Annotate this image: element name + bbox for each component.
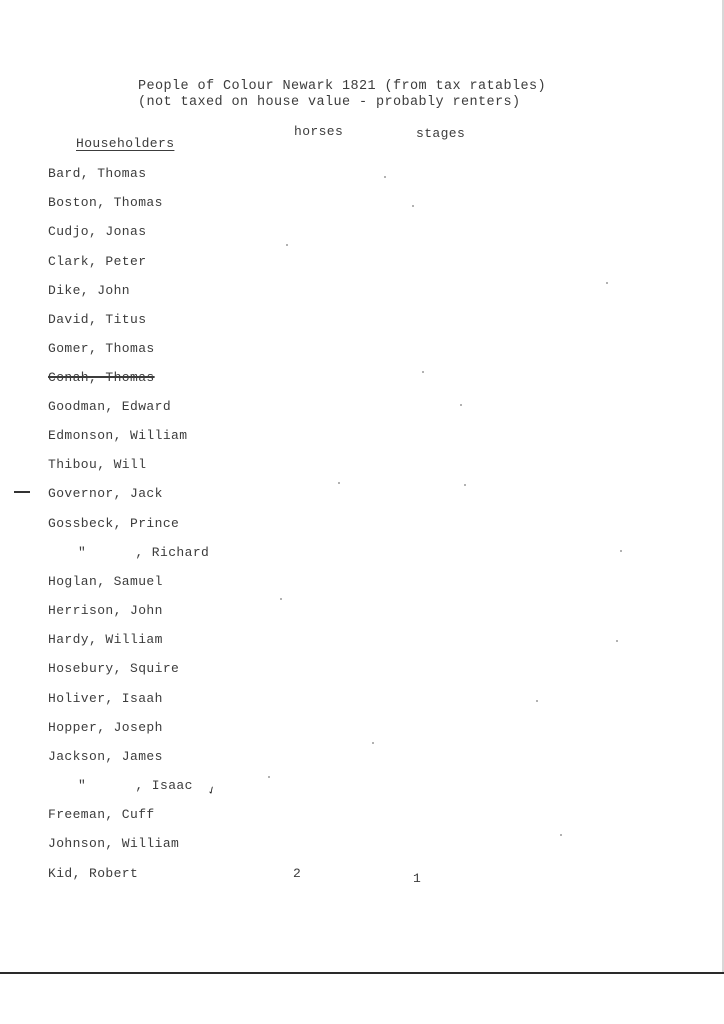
horses-count-kid-robert: 2 (293, 866, 302, 881)
title-line-1: People of Colour Newark 1821 (from tax ratables) (138, 79, 547, 94)
paper-speck (384, 176, 386, 178)
householder-row-19: Holiver, Isaah (48, 691, 163, 706)
householder-row-1: Bard, Thomas (48, 166, 147, 181)
householder-row-7: Gomer, Thomas (48, 341, 155, 356)
householder-row-22: " , Isaac (78, 778, 193, 793)
paper-speck (606, 282, 608, 284)
paper-speck (286, 244, 288, 246)
column-header-stages: stages (416, 126, 466, 141)
stages-count-kid-robert: 1 (413, 871, 422, 886)
householder-row-16: Herrison, John (48, 603, 163, 618)
title-line-2: (not taxed on house value - probably renters) (138, 95, 521, 110)
page-bottom-edge (0, 972, 724, 974)
paper-speck (338, 482, 340, 484)
paper-speck (280, 598, 282, 600)
householder-row-23: Freeman, Cuff (48, 807, 155, 822)
householder-row-10: Edmonson, William (48, 428, 188, 443)
householder-row-8-struck: Conah, Thomas (48, 370, 155, 385)
paper-speck (560, 834, 562, 836)
paper-speck (372, 742, 374, 744)
householder-row-15: Hoglan, Samuel (48, 574, 163, 589)
householder-row-3: Cudjo, Jonas (48, 224, 147, 239)
householder-row-4: Clark, Peter (48, 254, 147, 269)
householder-row-5: Dike, John (48, 283, 131, 298)
householder-row-13: Gossbeck, Prince (48, 516, 180, 531)
householder-row-25: Kid, Robert (48, 866, 139, 881)
householder-row-11: Thibou, Will (48, 457, 147, 472)
paper-speck (536, 700, 538, 702)
householder-row-20: Hopper, Joseph (48, 720, 163, 735)
margin-dash-mark (14, 491, 30, 493)
householder-row-9: Goodman, Edward (48, 399, 172, 414)
householder-row-21: Jackson, James (48, 749, 163, 764)
column-header-horses: horses (294, 124, 344, 139)
paper-speck (422, 371, 424, 373)
pencil-tick-mark: ✓ (205, 783, 219, 799)
householder-row-24: Johnson, William (48, 836, 180, 851)
householder-row-2: Boston, Thomas (48, 195, 163, 210)
paper-speck (616, 640, 618, 642)
householder-row-14: " , Richard (78, 545, 210, 560)
paper-speck (620, 550, 622, 552)
paper-speck (268, 776, 270, 778)
paper-speck (412, 205, 414, 207)
paper-speck (464, 484, 466, 486)
householder-row-12: Governor, Jack (48, 486, 163, 501)
paper-speck (460, 404, 462, 406)
householder-row-17: Hardy, William (48, 632, 163, 647)
householder-row-18: Hosebury, Squire (48, 661, 180, 676)
householder-row-6: David, Titus (48, 312, 147, 327)
column-header-householders: Householders (76, 136, 175, 151)
